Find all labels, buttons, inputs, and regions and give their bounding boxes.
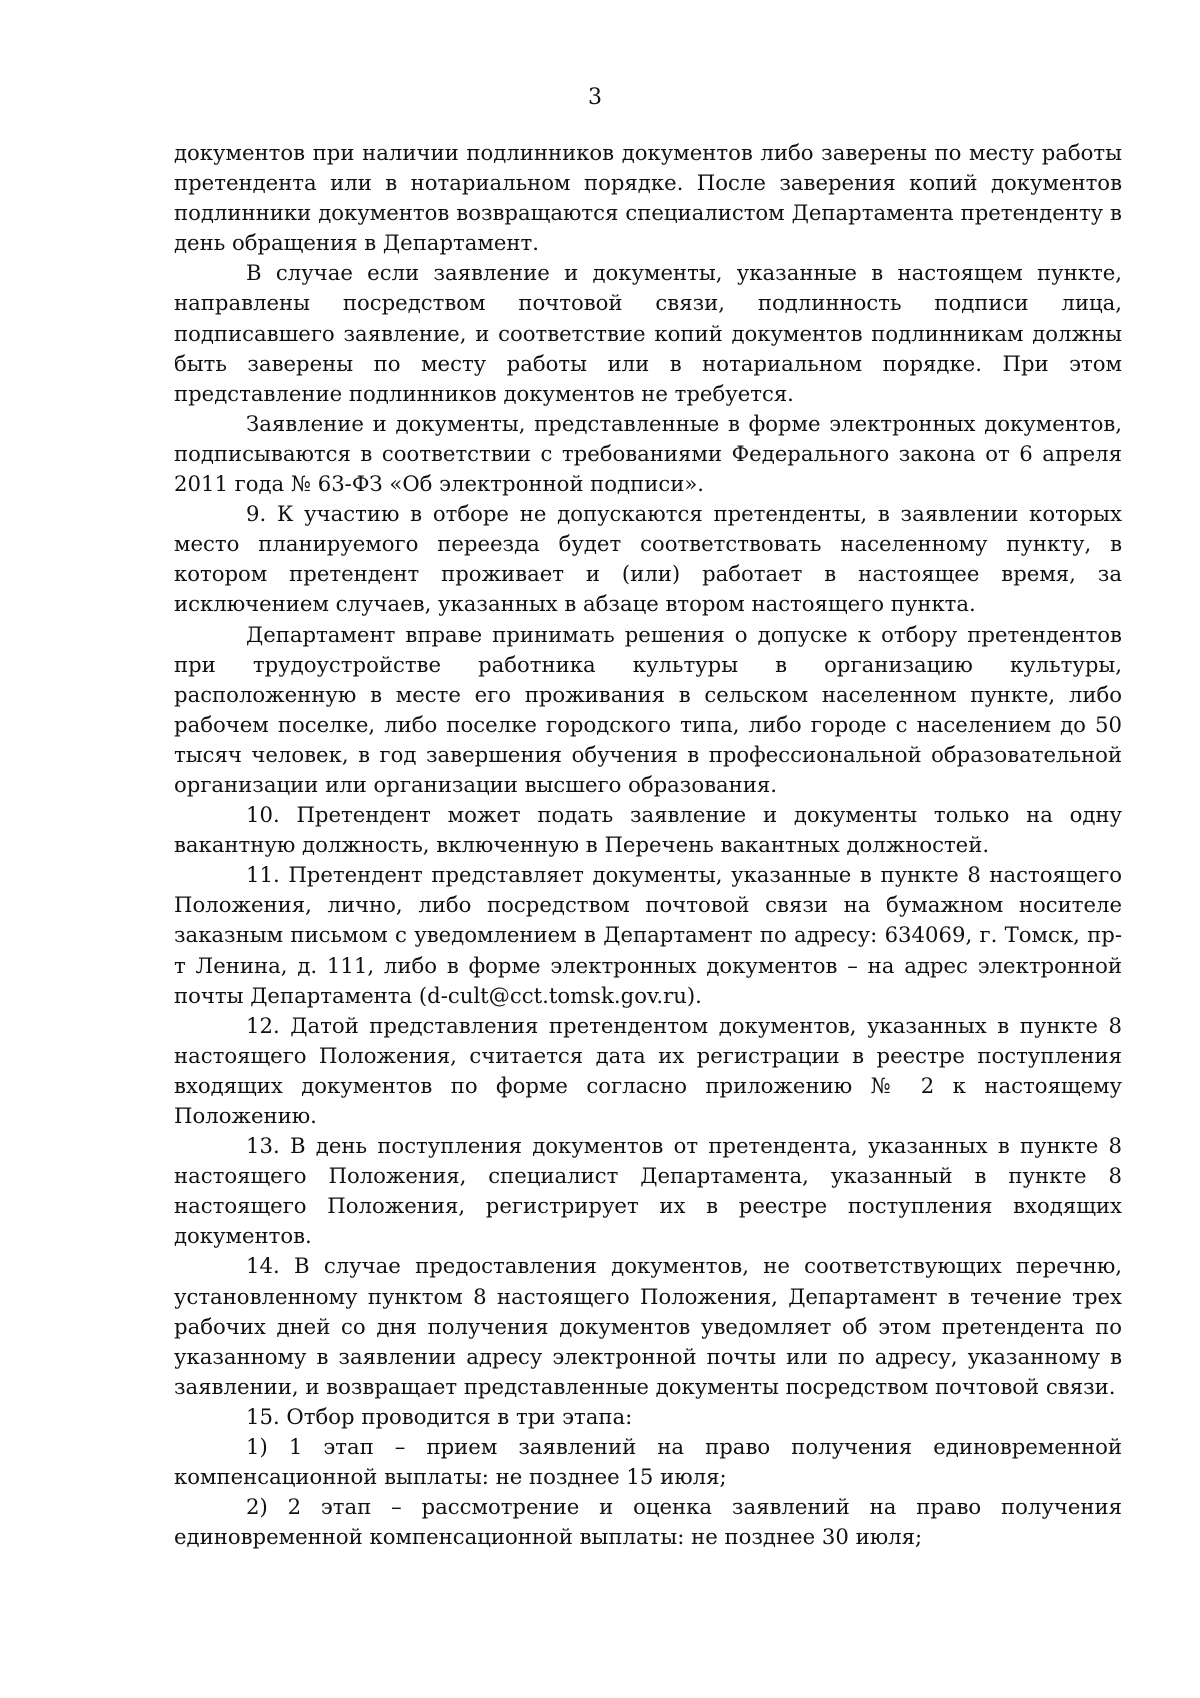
paragraph-item-9: 9. К участию в отборе не допускаются претенденты, в заявлении которых место планируемого переезда будет соответствовать населенному пункту, в котором претендент проживает и (или) работает в настоящее время, за исключением случаев, указанных в абзаце втором настоящего пункта.: [174, 501, 1122, 617]
document-body: [174, 138, 1122, 1552]
paragraph-electronic-documents: Заявление и документы, представленные в форме электронных документов, подписываются в соответствии с требованиями Федерального закона от 6 апреля 2011 года № 63-ФЗ «Об электронной подписи».: [174, 410, 1122, 497]
paragraph-item-12: 12. Датой представления претендентом документов, указанных в пункте 8 настоящего Положения, считается дата их регистрации в реестре поступления входящих документов по форме согласно приложению № 2 к настоящему Положению.: [174, 1012, 1122, 1128]
paragraph-continuation: документов при наличии подлинников документов либо заверены по месту работы претендента или в нотариальном порядке. После заверения копий документов подлинники документов возвращаются специалистом Департамента претенденту в день обращения в Департамент.: [174, 140, 1122, 256]
paragraph-item-15: 15. Отбор проводится в три этапа:: [246, 1403, 633, 1429]
paragraph-stage-1: 1) 1 этап – прием заявлений на право получения единовременной компенсационной выплаты: не позднее 15 июля;: [174, 1434, 1122, 1490]
paragraph-item-14: 14. В случае предоставления документов, не соответствующих перечню, установленному пунктом 8 настоящего Положения, Департамент в течение трех рабочих дней со дня получения документов уведомляет об этом претендента по указанному в заявлении адресу электронной почты или по адресу, указанному в заявлении, и возвращает представленные документы посредством почтовой связи.: [174, 1253, 1122, 1399]
paragraph-postal-submission: В случае если заявление и документы, указанные в настоящем пункте, направлены посредством почтовой связи, подлинность подписи лица, подписавшего заявление, и соответствие копий документов подлинникам должны быть заверены по месту работы или в нотариальном порядке. При этом представление подлинников документов не требуется.: [174, 260, 1122, 406]
paragraph-item-11: 11. Претендент представляет документы, указанные в пункте 8 настоящего Положения, лично, либо посредством почтовой связи на бумажном носителе заказным письмом с уведомлением в Департамент по адресу: 634069, г. Томск, пр-т Ленина, д. 111, либо в форме электронных документов – на адрес электронной почты Департамента (d-cult@cct.tomsk.gov.ru).: [174, 862, 1122, 1008]
paragraph-item-9-exception: Департамент вправе принимать решения о допуске к отбору претендентов при трудоустройстве работника культуры в организацию культуры, расположенную в месте его проживания в сельском населенном пункте, либо рабочем поселке, либо поселке городского типа, либо городе с населением до 50 тысяч человек, в год завершения обучения в профессиональной образовательной организации или организации высшего образования.: [174, 621, 1122, 797]
page-number: 3: [588, 85, 602, 110]
paragraph-item-10: 10. Претендент может подать заявление и документы только на одну вакантную должность, включенную в Перечень вакантных должностей.: [174, 802, 1122, 858]
paragraph-item-13: 13. В день поступления документов от претендента, указанных в пункте 8 настоящего Положения, специалист Департамента, указанный в пункте 8 настоящего Положения, регистрирует их в реестре поступления входящих документов.: [174, 1133, 1122, 1249]
paragraph-stage-2: 2) 2 этап – рассмотрение и оценка заявлений на право получения единовременной компенсационной выплаты: не позднее 30 июля;: [174, 1494, 1122, 1550]
